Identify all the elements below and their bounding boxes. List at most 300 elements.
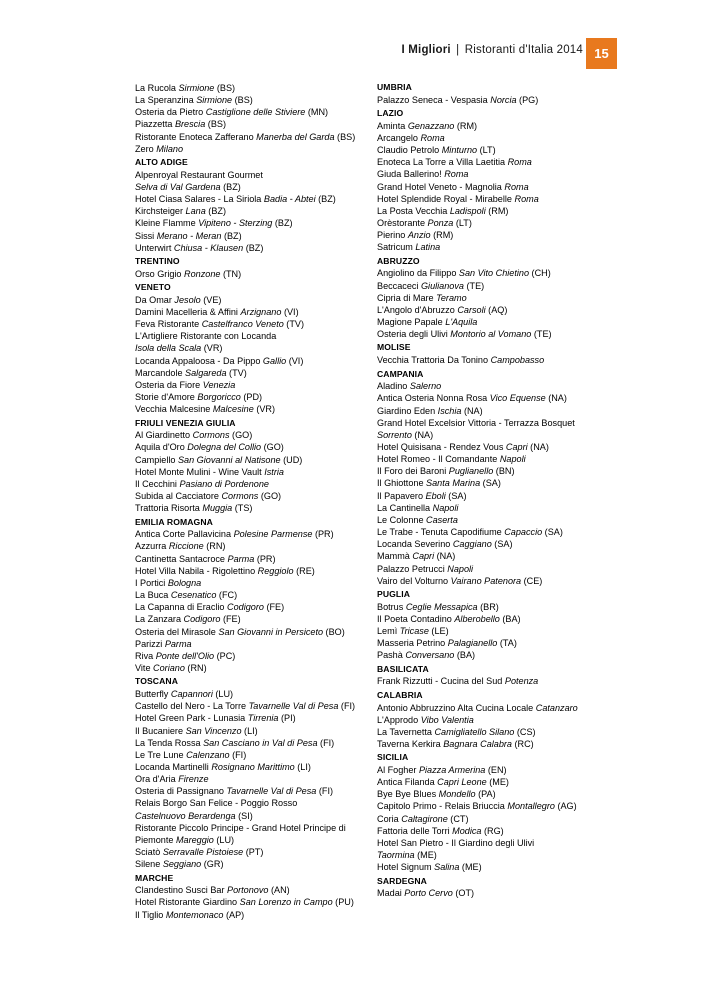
restaurant-province: (FI) [316, 786, 333, 797]
region-heading: ALTO ADIGE [135, 157, 188, 168]
restaurant-province: (AN) [268, 885, 290, 896]
list-item [377, 490, 617, 502]
restaurant-name: Locanda Appaloosa - Da Pippo [135, 355, 263, 366]
restaurant-location: Taormina [377, 850, 415, 861]
list-item [135, 490, 365, 502]
restaurant-name: La Zanzara [135, 614, 184, 625]
restaurant-location: Anzio [407, 230, 431, 241]
restaurant-name: Alpenroyal Restaurant Gourmet [135, 169, 263, 180]
restaurant-location: Capaccio [504, 527, 543, 538]
restaurant-location: Calenzano [186, 749, 230, 760]
restaurant-name: Vite [135, 663, 154, 674]
restaurant-name: I Portici [135, 577, 168, 588]
restaurant-location: Portonovo [227, 885, 269, 896]
restaurant-location: Borgoricco [197, 392, 241, 403]
restaurant-location: Malcesine [212, 404, 254, 415]
restaurant-name: Butterfly [135, 689, 171, 700]
list-item [377, 477, 617, 489]
restaurant-location: Piazza Armerina [418, 765, 486, 776]
restaurant-location: Bologna [167, 577, 202, 588]
restaurant-name: Aquila d'Oro [135, 442, 188, 453]
restaurant-location: Muggia [202, 503, 233, 514]
list-item [135, 143, 365, 155]
list-item [377, 181, 617, 193]
region-heading: UMBRIA [377, 82, 412, 92]
restaurant-location: Jesolo [174, 294, 201, 305]
list-item [377, 714, 617, 726]
region-heading: ABRUZZO [377, 255, 420, 266]
list-item [377, 316, 617, 328]
restaurant-province: (PA) [475, 789, 496, 800]
restaurant-name: Pierino [377, 230, 408, 241]
restaurant-location: Cormons [192, 430, 230, 441]
restaurant-name: La Speranzina [135, 95, 197, 106]
restaurant-name: Il Tiglio [135, 909, 166, 920]
restaurant-name: Locanda Severino [377, 539, 453, 550]
list-item [135, 131, 365, 143]
restaurant-location: Vairano Patenora [450, 575, 522, 586]
restaurant-province: (LE) [428, 626, 449, 637]
restaurant-location: Bagnara Calabra [443, 738, 512, 749]
restaurant-province: (GO) [229, 430, 253, 441]
restaurant-province: (RE) [293, 565, 315, 576]
list-item [135, 577, 365, 589]
restaurant-name: Unterwirt [135, 242, 174, 253]
restaurant-province: (BS) [334, 131, 356, 142]
restaurant-name: Sciatò [135, 847, 163, 858]
restaurant-name: Il Foro dei Baroni [377, 466, 449, 477]
restaurant-name: Hotel Ciasa Salares - La Siriola [135, 194, 264, 205]
restaurant-location: Latina [415, 242, 441, 253]
list-item [377, 280, 617, 292]
restaurant-province: (CT) [447, 813, 469, 824]
list-item [135, 82, 365, 94]
restaurant-name: Feva Ristorante [135, 319, 202, 330]
list-item [377, 813, 617, 825]
list-item [135, 205, 365, 217]
restaurant-location: Cormons [221, 491, 259, 502]
list-item [135, 466, 365, 478]
restaurant-name: Hotel Quisisana - Rendez Vous [377, 442, 506, 453]
restaurant-name: Hotel San Pietro - Il Giardino degli Ulivi [377, 837, 535, 848]
restaurant-name: Giuda Ballerino! [377, 169, 445, 180]
list-item [377, 726, 617, 738]
list-item [135, 565, 365, 577]
restaurant-location: Conversano [405, 650, 455, 661]
region-heading: TRENTINO [135, 256, 180, 267]
restaurant-name: Madai [377, 888, 405, 899]
restaurant-name: Azzurra [135, 541, 169, 552]
restaurant-province: (GR) [201, 859, 224, 870]
list-item [135, 379, 365, 391]
list-item [377, 120, 617, 132]
restaurant-location: Dolegna del Collio [187, 442, 262, 453]
restaurant-location: Caltagirone [401, 813, 448, 824]
restaurant-name: Orso Grigio [135, 268, 185, 279]
restaurant-location: L'Aquila [445, 316, 478, 327]
restaurant-name: Orèstorante [377, 218, 428, 228]
list-item [377, 304, 617, 316]
restaurant-name: Cipria di Mare [377, 292, 437, 303]
restaurant-province: (FI) [317, 737, 335, 748]
region-heading: BASILICATA [377, 663, 429, 674]
restaurant-location: Montorio al Vomano [450, 329, 532, 340]
restaurant-name: Palazzo Seneca - Vespasia [377, 94, 491, 105]
list-item [135, 650, 365, 662]
list-item [135, 169, 365, 181]
restaurant-location: Coriano [153, 663, 185, 674]
restaurant-province: (ME) [459, 862, 482, 873]
restaurant-name: Locanda Martinelli [135, 762, 212, 772]
restaurant-location: Isola della Scala [135, 343, 202, 354]
restaurant-location: Codigoro [227, 602, 264, 613]
restaurant-name: Il Poeta Contadino [377, 613, 455, 624]
region-heading: PUGLIA [377, 589, 411, 600]
restaurant-location: Capri [412, 551, 435, 562]
restaurant-province: (CH) [529, 268, 551, 279]
restaurant-location: Vipiteno - Sterzing [198, 218, 273, 229]
list-item [377, 405, 617, 417]
restaurant-name: Subida al Cacciatore [135, 491, 222, 502]
restaurant-location: Tavarnelle Val di Pesa [226, 786, 317, 797]
restaurant-province: (TS) [232, 503, 253, 514]
restaurant-name: Hotel Signum [377, 862, 435, 873]
restaurant-name: Il Bucaniere [135, 725, 186, 736]
list-item [377, 465, 617, 477]
restaurant-province: (ME) [414, 850, 437, 861]
restaurant-province: (BZ) [205, 206, 226, 217]
restaurant-location: Serravalle Pistoiese [162, 847, 244, 858]
restaurant-location: Salerno [409, 381, 442, 392]
restaurant-location: Carsoli [457, 304, 486, 315]
list-item [135, 306, 365, 318]
list-item [135, 118, 365, 130]
list-item [135, 330, 365, 342]
restaurant-province: (VE) [200, 294, 222, 305]
restaurant-location: Capannori [170, 689, 213, 700]
restaurant-name: L'Approdo [377, 714, 421, 725]
restaurant-location: Chiusa - Klausen [173, 242, 244, 253]
restaurant-name: Antonio Abbruzzino Alta Cucina Locale [377, 702, 536, 713]
header-title-separator: | [456, 44, 460, 56]
restaurant-location: Capri [505, 442, 528, 453]
list-item [377, 563, 617, 575]
restaurant-name: La Tenda Rossa [135, 737, 204, 748]
list-item [377, 168, 617, 180]
restaurant-location: Codigoro [183, 614, 221, 625]
restaurant-location: Vico Equense [489, 393, 546, 404]
restaurant-location: Parma [227, 553, 255, 564]
list-item [377, 132, 617, 144]
restaurant-location: San Vito Chietino [458, 268, 530, 279]
restaurant-location: Merano - Meran [156, 230, 222, 241]
restaurant-location: Polesine Parmense [233, 529, 313, 540]
list-item [135, 601, 365, 613]
restaurant-province: (BA) [499, 613, 521, 624]
restaurant-name: Lemì [377, 626, 400, 637]
restaurant-name: La Tavernetta [377, 726, 435, 737]
restaurant-name: Parizzi [135, 638, 165, 649]
restaurant-province: (BZ) [272, 218, 293, 229]
restaurant-province: (RG) [481, 825, 504, 836]
list-item [377, 217, 617, 229]
restaurant-province: (VR) [201, 343, 223, 354]
restaurant-name: Angiolino da Filippo [377, 268, 459, 279]
restaurant-province: (LT) [477, 145, 496, 156]
list-item [377, 575, 617, 587]
list-item [135, 896, 365, 908]
restaurant-location: Mareggio [175, 834, 214, 845]
restaurant-province: (PC) [214, 650, 236, 661]
restaurant-province: (VI) [286, 355, 304, 366]
restaurant-name: Satricum [377, 242, 416, 253]
header-title-bold: I Migliori [401, 44, 451, 56]
restaurant-location: Castelfranco Veneto [201, 319, 284, 330]
restaurant-location: Ceglie Messapica [405, 601, 478, 612]
region-heading: SICILIA [377, 752, 409, 763]
restaurant-location: Porto Cervo [404, 888, 453, 899]
restaurant-name: Giardino Eden [377, 405, 438, 416]
list-item [135, 342, 365, 354]
restaurant-location: Brescia [174, 119, 206, 130]
restaurant-name: Hotel Green Park - Lunasia [135, 713, 248, 724]
list-item [377, 702, 617, 714]
restaurant-province: (GO) [261, 442, 284, 453]
restaurant-name: Frank Rizzutti - Cucina del Sud [377, 676, 505, 687]
restaurant-location: Selva di Val Gardena [135, 181, 221, 192]
restaurant-name: Clandestino Susci Bar [135, 885, 227, 896]
list-item [135, 478, 365, 490]
restaurant-name: L'Artigliere Ristorante con Locanda [135, 331, 277, 342]
restaurant-name: Campiello [135, 454, 178, 465]
restaurant-location: Alberobello [454, 613, 500, 624]
list-item [135, 613, 365, 625]
list-item [377, 441, 617, 453]
restaurant-name: Hotel Ristorante Giardino [135, 897, 240, 908]
list-item [377, 675, 617, 687]
restaurant-name: Fattoria delle Torri [377, 825, 453, 836]
restaurant-province: (CS) [514, 726, 536, 737]
restaurant-name: Coria [377, 813, 402, 824]
restaurant-name: Osteria da Fiore [135, 379, 203, 390]
restaurant-province: (TA) [497, 638, 517, 649]
list-item [135, 429, 365, 441]
restaurant-location: Reggiolo [257, 565, 294, 576]
region-heading: CAMPANIA [377, 368, 424, 379]
restaurant-location: Castiglione delle Stiviere [205, 107, 306, 118]
restaurant-name: Taverna Kerkira [377, 738, 444, 749]
restaurant-province: (FC) [216, 590, 238, 601]
restaurant-name: Arcangelo [377, 132, 421, 143]
restaurant-location: Vibo Valentia [420, 714, 474, 725]
list-item [135, 441, 365, 453]
restaurant-province: (PR) [312, 529, 334, 540]
list-item [135, 761, 365, 773]
restaurant-location: Ladispoli [449, 205, 486, 216]
restaurant-location: San Giovanni in Persiceto [218, 626, 324, 637]
list-item [135, 662, 365, 674]
restaurant-name: Hotel Romeo - Il Comandante [377, 454, 500, 465]
restaurant-location: Tricase [399, 626, 429, 637]
restaurant-province: (RN) [203, 541, 226, 552]
region-heading: SARDEGNA [377, 875, 427, 886]
restaurant-location: Salina [434, 862, 460, 873]
list-item [377, 526, 617, 538]
restaurant-name: La Cantinella [377, 502, 433, 513]
restaurant-name: La Posta Vecchia [377, 205, 450, 216]
region-heading: MARCHE [135, 872, 174, 883]
restaurant-location: Norcia [490, 94, 517, 105]
restaurant-province: (PR) [254, 553, 276, 564]
restaurant-province: (FE) [263, 602, 285, 613]
list-item [377, 837, 617, 849]
list-item [377, 550, 617, 562]
region-heading: LAZIO [377, 108, 404, 119]
restaurant-province: (SA) [491, 539, 513, 550]
list-item [135, 367, 365, 379]
restaurant-location: Teramo [436, 292, 467, 303]
restaurant-location: Montallegro [507, 801, 555, 812]
restaurant-name: Ristorante Piccolo Principe - Grand Hotel Principe di [135, 822, 346, 833]
list-item [377, 380, 617, 392]
list-item [377, 825, 617, 837]
list-item [135, 909, 365, 921]
restaurant-location: San Casciano in Val di Pesa [203, 737, 318, 748]
restaurant-location: Giulianova [420, 280, 464, 291]
restaurant-location: Roma [420, 132, 445, 143]
restaurant-province: (BS) [205, 119, 226, 130]
restaurant-name: Aladino [377, 381, 410, 392]
list-item [135, 502, 365, 514]
restaurant-location: Camigliatello Silano [434, 726, 515, 737]
restaurant-name: Antica Osteria Nonna Rosa [377, 393, 490, 404]
list-item [135, 454, 365, 466]
list-item [377, 738, 617, 750]
restaurant-name: Vecchia Malcesine [135, 404, 213, 415]
restaurant-name: Hotel Monte Mulini - Wine Vault [135, 466, 265, 477]
restaurant-name: Il Cecchini [135, 478, 180, 489]
list-item [135, 858, 365, 870]
list-item [135, 355, 365, 367]
list-item [377, 229, 617, 241]
restaurant-name: Osteria del Mirasole [135, 626, 219, 637]
restaurant-name: Riva [135, 650, 156, 661]
restaurant-name: Le Colonne [377, 514, 427, 525]
restaurant-location: Milano [156, 143, 184, 154]
list-item [377, 625, 617, 637]
list-item [377, 429, 617, 441]
list-item [135, 822, 365, 834]
restaurant-name: Castello del Nero - La Torre [135, 701, 249, 712]
restaurant-province: (NA) [527, 442, 549, 453]
restaurant-province: (RN) [184, 663, 207, 674]
header-title-rest: Ristoranti d'Italia 2014 [464, 44, 583, 56]
restaurant-location: Ponte dell'Olio [155, 650, 215, 661]
restaurant-location: Tirrenia [247, 713, 279, 724]
left-column [135, 82, 365, 921]
list-item [135, 589, 365, 601]
restaurant-province: (CE) [521, 575, 543, 586]
restaurant-province: (LT) [453, 218, 472, 228]
restaurant-province: (BZ) [243, 242, 264, 253]
restaurant-province: (BZ) [220, 181, 241, 192]
restaurant-name: Claudio Petrolo [377, 145, 442, 156]
list-item [135, 540, 365, 552]
restaurant-name: Antica Corte Pallavicina [135, 529, 234, 540]
restaurant-location: Riccione [168, 541, 204, 552]
restaurant-location: Salgareda [185, 367, 227, 378]
restaurant-province: (AP) [223, 909, 245, 920]
list-item [377, 601, 617, 613]
restaurant-name: Vecchia Trattoria Da Tonino [377, 355, 491, 366]
restaurant-location: Caserta [426, 514, 458, 525]
list-item [377, 453, 617, 465]
list-item [135, 700, 365, 712]
restaurant-location: Castelnuovo Berardenga [135, 810, 236, 821]
restaurant-province: (RC) [511, 738, 534, 749]
region-heading: VENETO [135, 282, 171, 293]
restaurant-province: (EN) [485, 765, 507, 776]
restaurant-province: (NA) [411, 429, 434, 440]
restaurant-province: (LI) [241, 725, 258, 736]
restaurant-province: (VI) [281, 307, 299, 318]
restaurant-name: Relais Borgo San Felice - Poggio Rosso [135, 798, 298, 809]
restaurant-name: Botrus [377, 601, 406, 612]
restaurant-location: Badia - Abtei [263, 194, 316, 205]
restaurant-province: (SA) [542, 527, 563, 538]
list-item [135, 230, 365, 242]
restaurant-location: San Vincenzo [185, 725, 242, 736]
restaurant-location: Capri Leone [437, 777, 487, 788]
list-item [135, 318, 365, 330]
restaurant-name: Piemonte [135, 834, 176, 845]
list-item [135, 797, 365, 809]
list-item [377, 538, 617, 550]
region-heading: TOSCANA [135, 676, 179, 687]
restaurant-province: (FI) [338, 701, 356, 712]
restaurant-province: (NA) [461, 405, 483, 416]
list-item [377, 354, 617, 366]
restaurant-location: Parma [164, 638, 192, 649]
list-item [135, 391, 365, 403]
restaurant-province: (TE) [463, 280, 485, 291]
restaurant-name: L'Angolo d'Abruzzo [377, 304, 458, 315]
restaurant-name: La Rucola [135, 83, 179, 93]
restaurant-location: Potenza [504, 676, 539, 687]
list-item [377, 205, 617, 217]
list-item [135, 403, 365, 415]
restaurant-name: Silene [135, 859, 163, 870]
restaurant-name: Grand Hotel Excelsior Vittoria - Terrazza Bosquet [377, 417, 575, 428]
restaurant-name: Masseria Petrino [377, 638, 448, 649]
restaurant-location: Roma [504, 181, 529, 192]
restaurant-location: Arzignano [240, 307, 282, 318]
restaurant-province: (BA) [454, 650, 476, 661]
restaurant-province: (FE) [220, 614, 241, 625]
restaurant-name: Hotel Villa Nabila - Rigolettino [135, 565, 258, 576]
restaurant-province: (SA) [445, 490, 467, 501]
restaurant-province: (LI) [294, 762, 311, 772]
restaurant-province: (BZ) [315, 194, 336, 205]
restaurant-location: Sorrento [377, 429, 412, 440]
list-item [135, 181, 365, 193]
restaurant-province: (PG) [516, 94, 539, 105]
restaurant-location: Ponza [427, 218, 454, 228]
restaurant-location: Modica [452, 825, 482, 836]
restaurant-province: (PI) [278, 713, 296, 724]
list-item [135, 785, 365, 797]
restaurant-province: (BO) [323, 626, 345, 637]
